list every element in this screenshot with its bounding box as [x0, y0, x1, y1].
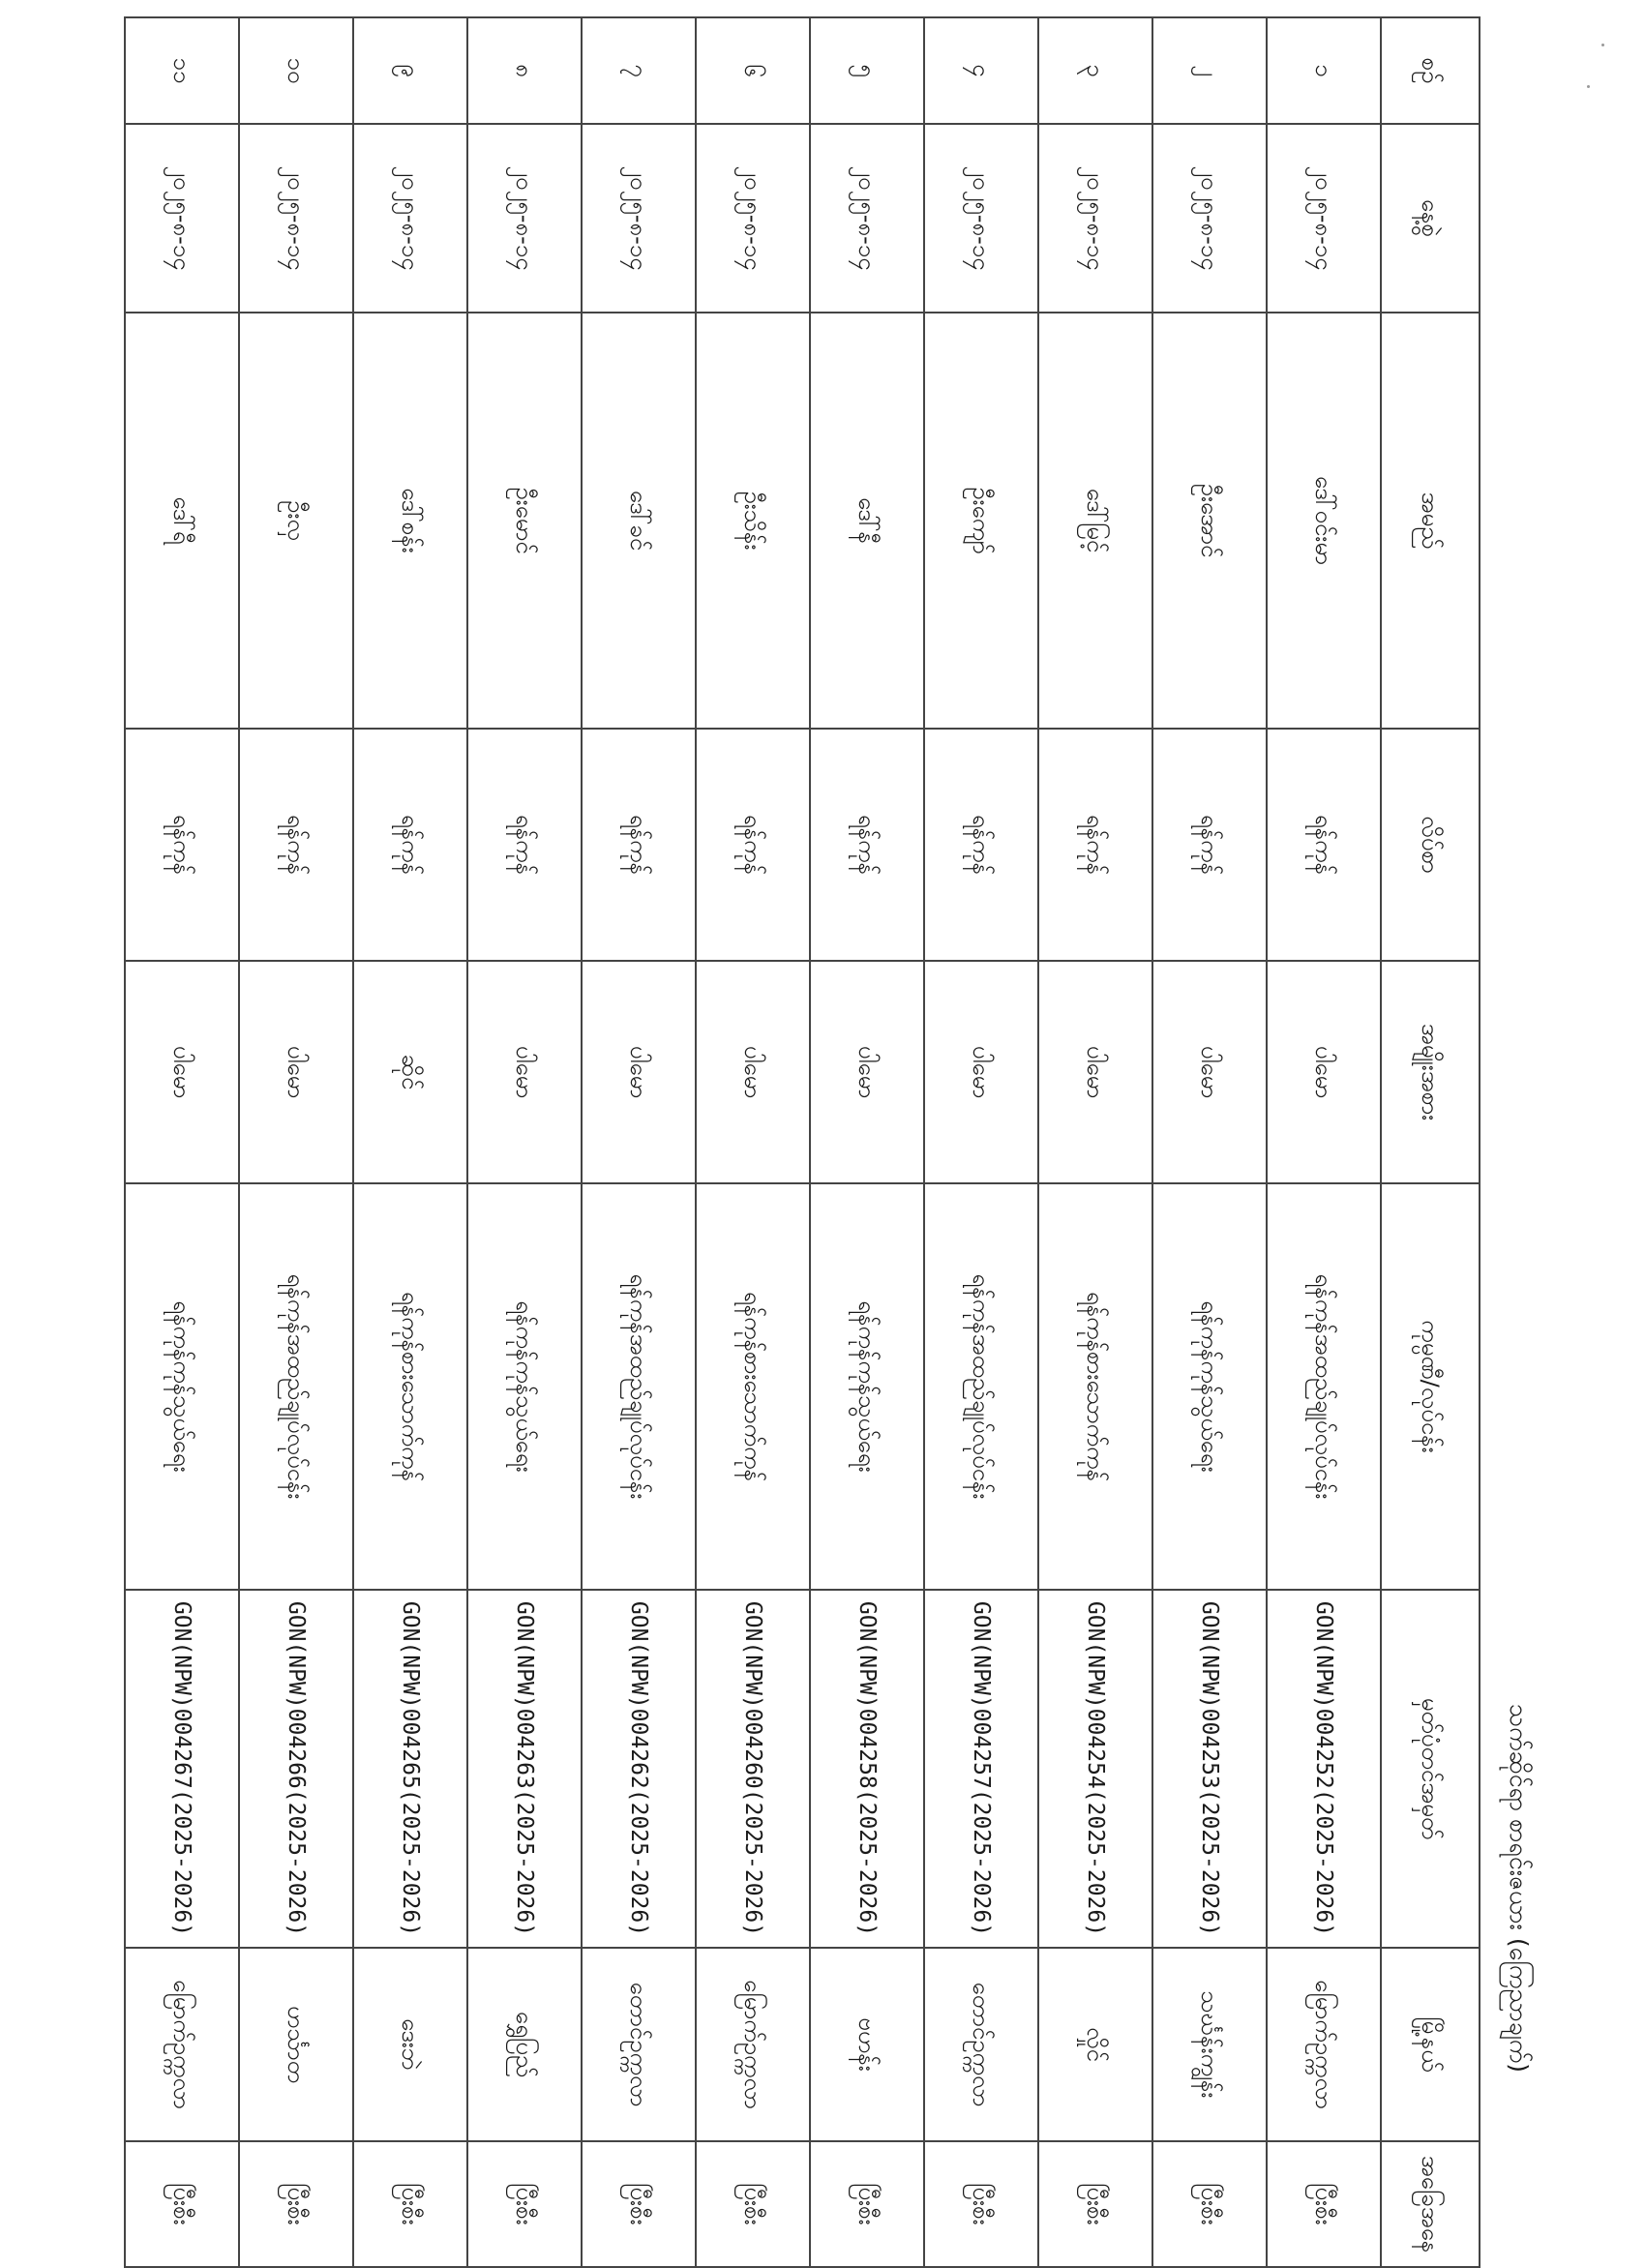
cell-name: ဒေါ်ဝင်းမာ	[1267, 313, 1381, 729]
cell-status: ပြီးစီး	[696, 2141, 810, 2267]
cell-township: လှိုင်	[1038, 1948, 1152, 2141]
cell-no: ၁၁	[125, 17, 239, 124]
cell-address: ရန်ကုန်	[239, 729, 353, 961]
cell-no: ၆	[696, 17, 810, 124]
cell-no: ၇	[582, 17, 696, 124]
cell-company: ရန်ကုန်အထည်ချုပ်လုပ်ငန်း	[1267, 1183, 1381, 1590]
cell-name: ဒေါ်ခင်	[582, 313, 696, 729]
cell-township: မြောက်ဥက္ကလာ	[1267, 1948, 1381, 2141]
cell-status: ပြီးစီး	[353, 2141, 467, 2267]
cell-type: ပါမော	[696, 961, 810, 1183]
cell-reg: GON(NPW)004260(2025-2026)	[696, 1590, 810, 1948]
cell-no: ၅	[810, 17, 924, 124]
cell-company: ရန်ကုန်စားသောက်ကုန်	[696, 1183, 810, 1590]
table-row	[696, 17, 810, 2267]
cell-no: ၁	[1267, 17, 1381, 124]
cell-date: ၂၀၂၅-၈-၁၄	[353, 124, 467, 313]
cell-address: ရန်ကုန်	[696, 729, 810, 961]
column-header: စဉ်	[1381, 17, 1480, 124]
cell-name: ဒေါ်စန်း	[353, 313, 467, 729]
cell-name: ဒေါ်မြင့်	[1038, 313, 1152, 729]
cell-company: ရန်ကုန်ကုန်သွယ်ရေး	[125, 1183, 239, 1590]
cell-date: ၂၀၂၅-၈-၁၄	[1267, 124, 1381, 313]
cell-company: ရန်ကုန်အထည်ချုပ်လုပ်ငန်း	[582, 1183, 696, 1590]
cell-name: ဦးကျော်	[924, 313, 1038, 729]
cell-reg: GON(NPW)004252(2025-2026)	[1267, 1590, 1381, 1948]
cell-address: ရန်ကုန်	[125, 729, 239, 961]
cell-type: ပါမော	[1038, 961, 1152, 1183]
rotated-table-sheet	[126, 16, 1533, 2253]
cell-reg: GON(NPW)004253(2025-2026)	[1152, 1590, 1267, 1948]
cell-township: ဟင်္သာတ	[239, 1948, 353, 2141]
cell-address: ရန်ကုန်	[1267, 729, 1381, 961]
cell-no: ၄	[924, 17, 1038, 124]
table-row	[125, 17, 239, 2267]
table-header-row	[1381, 17, 1480, 2267]
cell-company: ရန်ကုန်စားသောက်ကုန်	[353, 1183, 467, 1590]
cell-company: ရန်ကုန်အထည်ချုပ်လုပ်ငန်း	[239, 1183, 353, 1590]
cell-type: ပါမော	[239, 961, 353, 1183]
cell-status: ပြီးစီး	[582, 2141, 696, 2267]
cell-type: ပါမော	[467, 961, 582, 1183]
scan-speck	[1587, 85, 1590, 88]
table-row	[924, 17, 1038, 2267]
cell-date: ၂၀၂၅-၈-၁၄	[582, 124, 696, 313]
cell-date: ၂၀၂၅-၈-၁၄	[239, 124, 353, 313]
cell-no: ၈	[467, 17, 582, 124]
cell-reg: GON(NPW)004258(2025-2026)	[810, 1590, 924, 1948]
cell-name: ဒေါ်ရီ	[125, 313, 239, 729]
cell-type: ပါမော	[924, 961, 1038, 1183]
cell-company: ရန်ကုန်ကုန်သွယ်ရေး	[467, 1183, 582, 1590]
cell-township: မြောက်ဥက္ကလာ	[125, 1948, 239, 2141]
scan-speck	[1601, 44, 1604, 46]
cell-township: ဗဟန်း	[810, 1948, 924, 2141]
cell-name: ဦးလှ	[239, 313, 353, 729]
cell-reg: GON(NPW)004257(2025-2026)	[924, 1590, 1038, 1948]
cell-date: ၂၀၂၅-၈-၁၄	[696, 124, 810, 313]
table-row	[1267, 17, 1381, 2267]
column-header: အခြေအနေ	[1381, 2141, 1480, 2267]
cell-type: ပါမော	[125, 961, 239, 1183]
cell-no: ၁၀	[239, 17, 353, 124]
cell-reg: GON(NPW)004263(2025-2026)	[467, 1590, 582, 1948]
cell-date: ၂၀၂၅-၈-၁၄	[1152, 124, 1267, 313]
table-row	[239, 17, 353, 2267]
column-header: လိပ်စာ	[1381, 729, 1480, 961]
cell-address: ရန်ကုန်	[353, 729, 467, 961]
table-row	[582, 17, 696, 2267]
cell-date: ၂၀၂၅-၈-၁၄	[924, 124, 1038, 313]
cell-status: ပြီးစီး	[924, 2141, 1038, 2267]
table-body	[125, 17, 1381, 2267]
table-row	[1152, 17, 1267, 2267]
cell-township: ဒေးဘဲ	[353, 1948, 467, 2141]
cell-reg: GON(NPW)004262(2025-2026)	[582, 1590, 696, 1948]
cell-name: ဦးသိန်း	[696, 313, 810, 729]
cell-company: ရန်ကုန်အထည်ချုပ်လုပ်ငန်း	[924, 1183, 1038, 1590]
cell-date: ၂၀၂၅-၈-၁၄	[810, 124, 924, 313]
column-header: မြို့နယ်	[1381, 1948, 1480, 2141]
cell-address: ရန်ကုန်	[924, 729, 1038, 961]
cell-township: တောင်ဥက္ကလာ	[924, 1948, 1038, 2141]
column-header: နေ့စွဲ	[1381, 124, 1480, 313]
cell-type: ဆိုင်	[353, 961, 467, 1183]
cell-township: မြောက်ဥက္ကလာ	[696, 1948, 810, 2141]
cell-no: ၃	[1038, 17, 1152, 124]
column-header: အမျိုးအစား	[1381, 961, 1480, 1183]
cell-date: ၂၀၂၅-၈-၁၄	[1038, 124, 1152, 313]
cell-address: ရန်ကုန်	[467, 729, 582, 961]
cell-company: ရန်ကုန်ကုန်သွယ်ရေး	[1152, 1183, 1267, 1590]
cell-status: ပြီးစီး	[125, 2141, 239, 2267]
cell-type: ပါမော	[1267, 961, 1381, 1183]
cell-status: ပြီးစီး	[239, 2141, 353, 2267]
table-row	[353, 17, 467, 2267]
cell-reg: GON(NPW)004254(2025-2026)	[1038, 1590, 1152, 1948]
cell-reg: GON(NPW)004266(2025-2026)	[239, 1590, 353, 1948]
column-header: ကုမ္ပဏီ/လုပ်ငန်း	[1381, 1183, 1480, 1590]
cell-status: ပြီးစီး	[1038, 2141, 1152, 2267]
cell-township: တောင်ဥက္ကလာ	[582, 1948, 696, 2141]
cell-address: ရန်ကုန်	[1038, 729, 1152, 961]
cell-no: ၉	[353, 17, 467, 124]
cell-township: သင်္ဃန်းကျွန်း	[1152, 1948, 1267, 2141]
cell-reg: GON(NPW)004265(2025-2026)	[353, 1590, 467, 1948]
cell-status: ပြီးစီး	[1267, 2141, 1381, 2267]
cell-township: ရွှေပြည်	[467, 1948, 582, 2141]
cell-reg: GON(NPW)004267(2025-2026)	[125, 1590, 239, 1948]
cell-address: ရန်ကုန်	[582, 729, 696, 961]
cell-type: ပါမော	[582, 961, 696, 1183]
cell-date: ၂၀၂၅-၈-၁၄	[125, 124, 239, 313]
cell-company: ရန်ကုန်ကုန်သွယ်ရေး	[810, 1183, 924, 1590]
cell-name: ဦးအောင်	[1152, 313, 1267, 729]
records-table	[124, 16, 1480, 2268]
cell-address: ရန်ကုန်	[1152, 729, 1267, 961]
cell-type: ပါမော	[810, 961, 924, 1183]
cell-date: ၂၀၂၅-၈-၁၄	[467, 124, 582, 313]
cell-status: ပြီးစီး	[1152, 2141, 1267, 2267]
table-row	[810, 17, 924, 2267]
cell-type: ပါမော	[1152, 961, 1267, 1183]
table-row	[467, 17, 582, 2267]
cell-address: ရန်ကုန်	[810, 729, 924, 961]
column-header: မှတ်ပုံတင်အမှတ်	[1381, 1590, 1480, 1948]
cell-no: ၂	[1152, 17, 1267, 124]
cell-status: ပြီးစီး	[810, 2141, 924, 2267]
cell-name: ဦးမောင်	[467, 313, 582, 729]
cell-status: ပြီးစီး	[467, 2141, 582, 2267]
cell-name: ဒေါ်နီ	[810, 313, 924, 729]
document-title	[1485, 16, 1534, 2073]
column-header: အမည်	[1381, 313, 1480, 729]
table-row	[1038, 17, 1152, 2267]
document-title-text: သက်ဆိုင်ရာ စာရင်းဇယား (ကြေညာချက်)	[1505, 1703, 1533, 2073]
cell-company: ရန်ကုန်စားသောက်ကုန်	[1038, 1183, 1152, 1590]
